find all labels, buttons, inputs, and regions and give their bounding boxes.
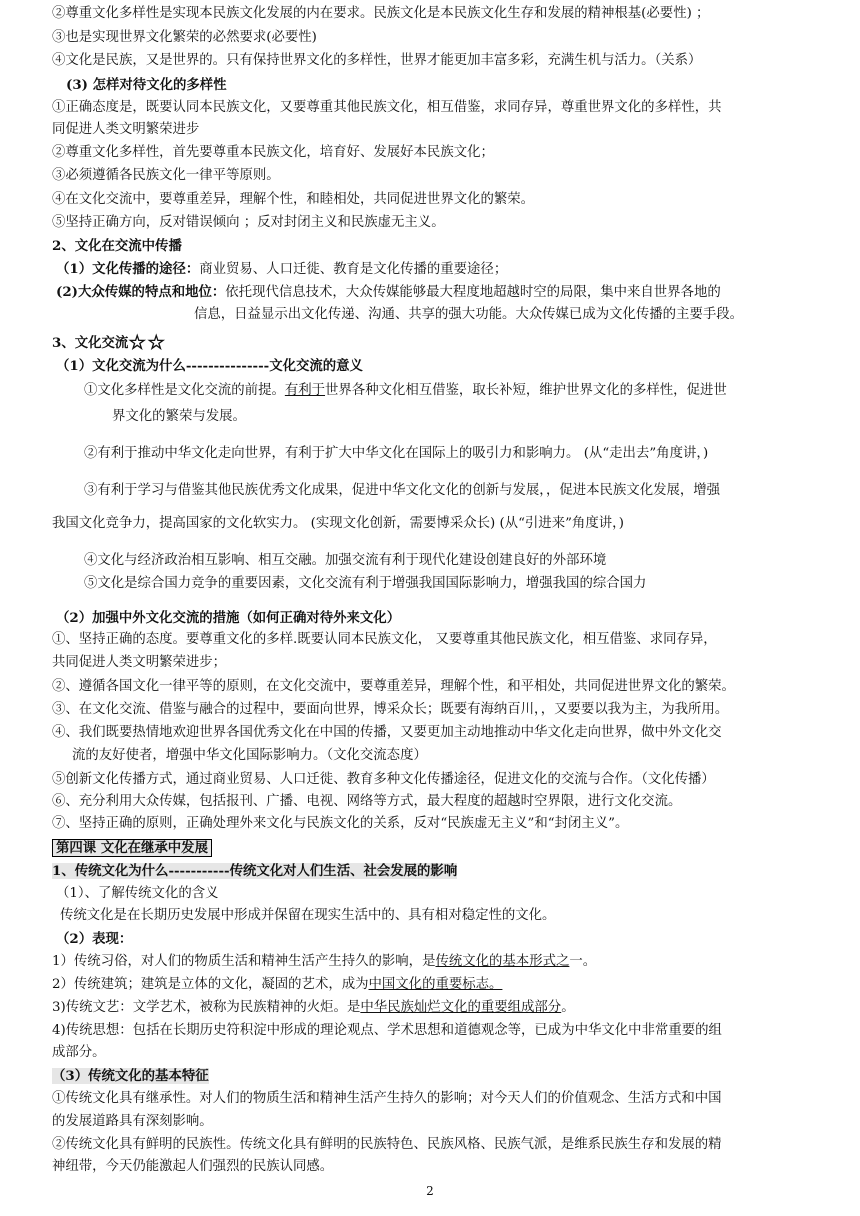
underlined-text: 中华民族灿烂文化的重要组成部分: [360, 1000, 562, 1015]
inline-heading: （1）文化传播的途径：: [56, 261, 200, 277]
text-line: 信息，日益显示出文化传递、沟通、共享的强大功能。大众传媒已成为文化传播的主要手段。: [194, 307, 744, 322]
text-line: [52, 975, 502, 995]
text-line: ③、在文化交流、借鉴与融合的过程中，要面向世界，博采众长；既要有海纳百川，，又要要以我为主，为我所用。: [52, 702, 729, 717]
text-line: 4)传统思想：包括在长期历史符积淀中形成的理论观点、学术思想和道德观念等，已成为中华文化中非常重要的组: [52, 1023, 722, 1038]
text-line: ②、遵循各国文化一律平等的原则，在文化交流中，要尊重差异，理解个性，和平相处，共同促进世界文化的繁荣。: [52, 679, 735, 694]
text-line: ③有利于学习与借鉴其他民族优秀文化成果，促进中华文化文化的创新与发展，，促进本民族文化发展，增强: [84, 483, 721, 498]
heading-text: 3、文化交流: [52, 335, 129, 351]
text-line: [84, 381, 727, 401]
inline-heading: (2)大众传媒的特点和地位：: [56, 284, 226, 300]
subsection-heading: （2）加强中外文化交流的措施（如何正确对待外来文化）: [56, 610, 401, 626]
inline-text: 。: [561, 1000, 575, 1015]
underlined-text: 传统文化的基本形式之: [435, 954, 570, 969]
text-line: ②尊重文化多样性，首先要尊重本民族文化，培育好、发展好本民族文化；: [52, 145, 494, 160]
text-line: ②传统文化具有鲜明的民族性。传统文化具有鲜明的民族特色、民族风格、民族气派，是维系民族生存和发展的精: [52, 1137, 722, 1152]
lesson-title-box: 第四课 文化在继承中发展: [52, 839, 212, 857]
text-line: ⑥、充分利用大众传媒，包括报刊、广播、电视、网络等方式，最大程度的超越时空界限，进行文化交流。: [52, 794, 682, 809]
underlined-text: 中国文化的重要标志。: [368, 977, 503, 992]
text-line: 流的友好使者，增强中华文化国际影响力。（文化交流态度）: [72, 748, 427, 763]
text-line: ⑦、坚持正确的原则，正确处理外来文化与民族文化的关系，反对“民族虚无主义”和“封闭主义”。: [52, 816, 629, 831]
inline-text: ①文化多样性是文化交流的前提。: [84, 383, 285, 398]
inline-text: 依托现代信息技术，大众传媒能够最大程度地超越时空的局限，集中来自世界各地的: [225, 285, 721, 300]
text-line: ②有利于推动中华文化走向世界，有利于扩大中华文化在国际上的吸引力和影响力。 (从“走出去”角度讲，): [84, 446, 709, 461]
subsection-heading: （2）表现：: [56, 931, 133, 947]
text-line: （1）、了解传统文化的含义: [56, 886, 219, 901]
text-line: ④文化与经济政治相互影响、相互交融。加强交流有利于现代化建设创建良好的外部环境: [84, 553, 607, 568]
text-line: ⑤文化是综合国力竞争的重要因素，文化交流有利于增强我国国际影响力，增强我国的综合国力: [84, 576, 647, 591]
section-heading: (3) 怎样对待文化的多样性: [66, 77, 227, 93]
underlined-text: 有利于: [284, 383, 326, 398]
text-line: 神纽带，今天仍能激起人们强烈的民族认同感。: [52, 1159, 334, 1174]
text-line: [52, 952, 596, 972]
text-line: ④、我们既要热情地欢迎世界各国优秀文化在中国的传播，又要更加主动地推动中华文化走向世界，做中外文化交: [52, 725, 722, 740]
text-line: ④在文化交流中，要尊重差异，理解个性，和睦相处，共同促进世界文化的繁荣。: [52, 192, 535, 207]
text-line: ①正确态度是，既要认同本民族文化，又要尊重其他民族文化，相互借鉴，求同存异，尊重世界文化的多样性，共: [52, 100, 722, 115]
heading-text: （3）传统文化的基本特征: [52, 1068, 209, 1084]
inline-text: 一。: [569, 954, 597, 969]
inline-text: 2）传统建筑；建筑是立体的文化，凝固的艺术，成为: [52, 977, 369, 992]
text-line: ①传统文化具有继承性。对人们的物质生活和精神生活产生持久的影响；对今天人们的价值观念、生活方式和中国: [52, 1091, 722, 1106]
inline-text: 商业贸易、人口迁徙、教育是文化传播的重要途径；: [199, 262, 508, 277]
text-line: [52, 998, 575, 1018]
text-line: 的发展道路具有深刻影响。: [52, 1114, 213, 1129]
section-heading: 2、文化在交流中传播: [52, 238, 182, 254]
inline-text: 3)传统文艺：文学艺术，被称为民族精神的火炬。是: [52, 1000, 361, 1015]
section-heading: [52, 332, 166, 353]
lesson-title: [52, 838, 212, 858]
section-heading: [52, 861, 457, 881]
heading-text: 1、传统文化为什么-----------传统文化对人们生活、社会发展的影响: [52, 863, 458, 879]
subsection-heading: [52, 1066, 209, 1086]
text-line: 界文化的繁荣与发展。: [112, 409, 246, 424]
text-line: ⑤创新文化传播方式，通过商业贸易、人口迁徙、教育多种文化传播途径，促进文化的交流与合作。（文化传播）: [52, 772, 715, 787]
subsection-heading: （1）文化交流为什么---------------文化交流的意义: [56, 358, 363, 374]
text-line: ③也是实现世界文化繁荣的必然要求(必要性): [52, 30, 317, 45]
text-line: ⑤坚持正确方向，反对错误倾向 ；反对封闭主义和民族虚无主义。: [52, 215, 445, 230]
text-line: ③必须遵循各民族文化一律平等原则。: [52, 168, 280, 183]
text-line: ②尊重文化多样性是实现本民族文化发展的内在要求。民族文化是本民族文化生存和发展的精神根基(必要性) ；: [52, 6, 710, 21]
text-line: 传统文化是在长期历史发展中形成并保留在现实生活中的、具有相对稳定性的文化。: [60, 908, 556, 923]
text-line: 成部分。: [52, 1045, 106, 1060]
text-line: [56, 259, 507, 280]
inline-text: 1）传统习俗，对人们的物质生活和精神生活产生持久的影响，是: [52, 954, 436, 969]
star-icon: ☆☆: [128, 330, 167, 354]
text-line: [56, 282, 721, 303]
inline-text: 世界各种文化相互借鉴，取长补短，维护世界文化的多样性，促进世: [325, 383, 727, 398]
text-line: ①、坚持正确的态度。要尊重文化的多样.既要认同本民族文化， 又要尊重其他民族文化，相互借鉴、求同存异，: [52, 632, 717, 647]
text-line: ④文化是民族，又是世界的。只有保持世界文化的多样性，世界才能更加丰富多彩，充满生机与活力。（关系）: [52, 53, 702, 68]
text-line: 同促进人类文明繁荣进步: [52, 122, 200, 137]
page-number: 2: [426, 1184, 434, 1198]
text-line: 共同促进人类文明繁荣进步；: [52, 655, 227, 670]
text-line: 我国文化竞争力，提高国家的文化软实力。 (实现文化创新，需要博采众长) (从“引进来”角度讲，): [52, 516, 625, 531]
